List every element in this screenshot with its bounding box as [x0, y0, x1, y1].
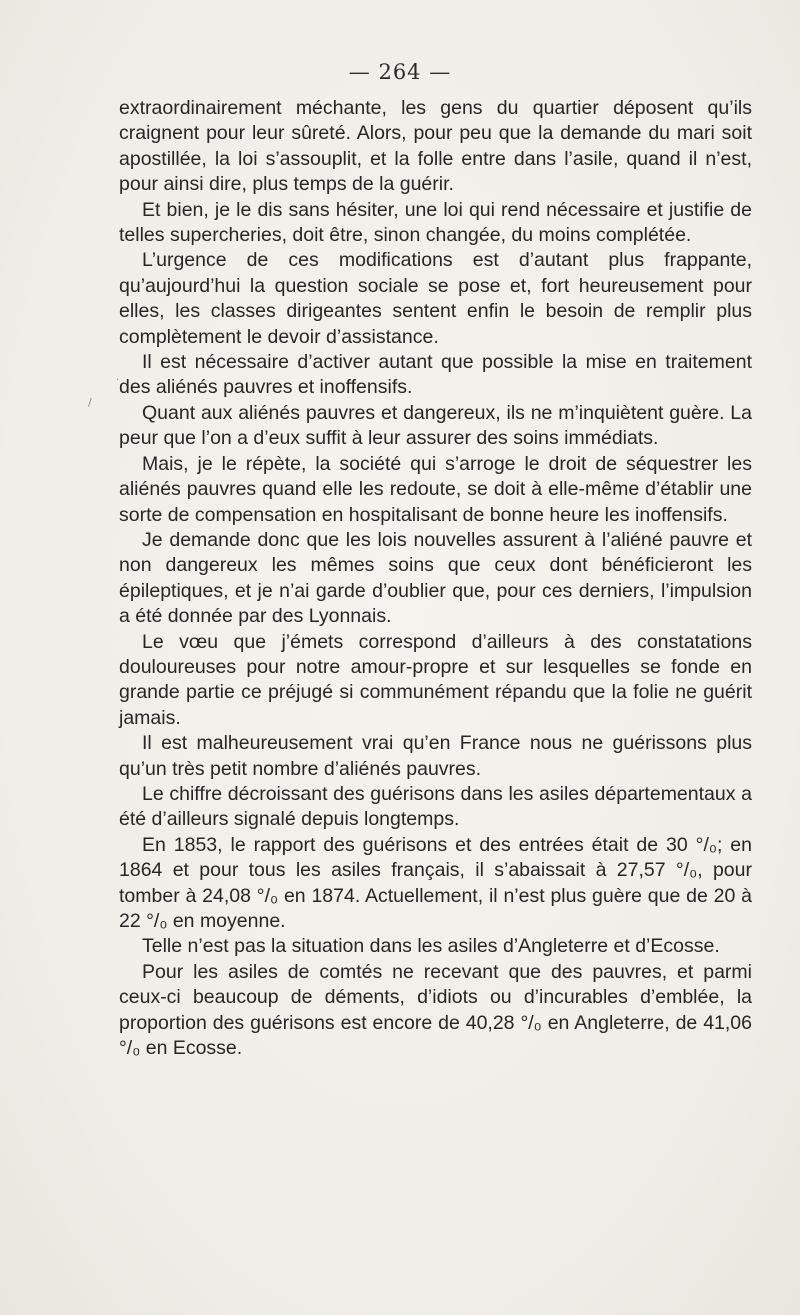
- scan-speck-dot: .: [116, 372, 120, 383]
- paragraph: extraordinairement méchante, les gens du quartier déposent qu’ils craignent pour leur sûreté. Alors, pour peu que la demande du mari soit apostillée, la loi s’assouplit, et la folle entre dans l’asile, quand il n’est, pour ainsi dire, plus temps de la guérir.: [119, 97, 752, 196]
- paragraph: Je demande donc que les lois nouvelles assurent à l’aliéné pauvre et non dangereux les mêmes soins que ceux dont bénéficieront les épileptiques, et je n’ai garde d’oublier que, pour ces derniers, l’impulsion a été donnée par des Lyonnais.: [119, 528, 752, 628]
- body-text: [119, 96, 752, 1061]
- paragraph: Pour les asiles de comtés ne recevant que des pauvres, et parmi ceux-ci beaucoup de déments, d’idiots ou d’incurables d’emblée, la proportion des guérisons est encore de 40,28 °/₀ en Angleterre, de 41,06 °/₀ en Ecosse.: [119, 960, 752, 1060]
- paragraph: Telle n’est pas la situation dans les asiles d’Angleterre et d’Ecosse.: [142, 935, 720, 958]
- scan-speck-stroke: /: [88, 396, 92, 409]
- paragraph: Il est malheureusement vrai qu’en France nous ne guérissons plus qu’un très petit nombre d’aliénés pauvres.: [119, 732, 752, 780]
- paragraph: Le chiffre décroissant des guérisons dans les asiles départementaux a été d’ailleurs signalé depuis longtemps.: [119, 782, 752, 831]
- paragraph: L’urgence de ces modifications est d’autant plus frappante, qu’aujourd’hui la question sociale se pose et, fort heureusement pour elles, les classes dirigeantes sentent enfin le besoin de remplir plus complètement le devoir d’assistance.: [119, 249, 752, 348]
- paragraph: Et bien, je le dis sans hésiter, une loi qui rend nécessaire et justifie de telles supercheries, doit être, sinon changée, du moins complétée.: [119, 198, 752, 247]
- paragraph: En 1853, le rapport des guérisons et des entrées était de 30 °/₀; en 1864 et pour tous les asiles français, il s’abaissait à 27,57 °/₀, pour tomber à 24,08 °/₀ en 1874. Actuellement, il n’est plus guère que de 20 à 22 °/₀ en moyenne.: [119, 833, 752, 932]
- page-number: — 264 —: [348, 60, 452, 84]
- paragraph: Le vœu que j’émets correspond d’ailleurs à des constatations douloureuses pour notre amour-propre et sur lesquelles se fonde en grande partie ce préjugé si communément répandu que la folie ne guérit jamais.: [119, 630, 752, 729]
- paragraph: Mais, je le répète, la société qui s’arroge le droit de séquestrer les aliénés pauvres quand elle les redoute, se doit à elle-même d’établir une sorte de compensation en hospitalisant de bonne heure les inoffensifs.: [119, 452, 752, 526]
- paragraph: Il est nécessaire d’activer autant que possible la mise en traitement des aliénés pauvres et inoffensifs.: [119, 351, 752, 399]
- paragraph: Quant aux aliénés pauvres et dangereux, ils ne m’inquiètent guère. La peur que l’on a d’eux suffit à leur assurer des soins immédiats.: [119, 401, 752, 450]
